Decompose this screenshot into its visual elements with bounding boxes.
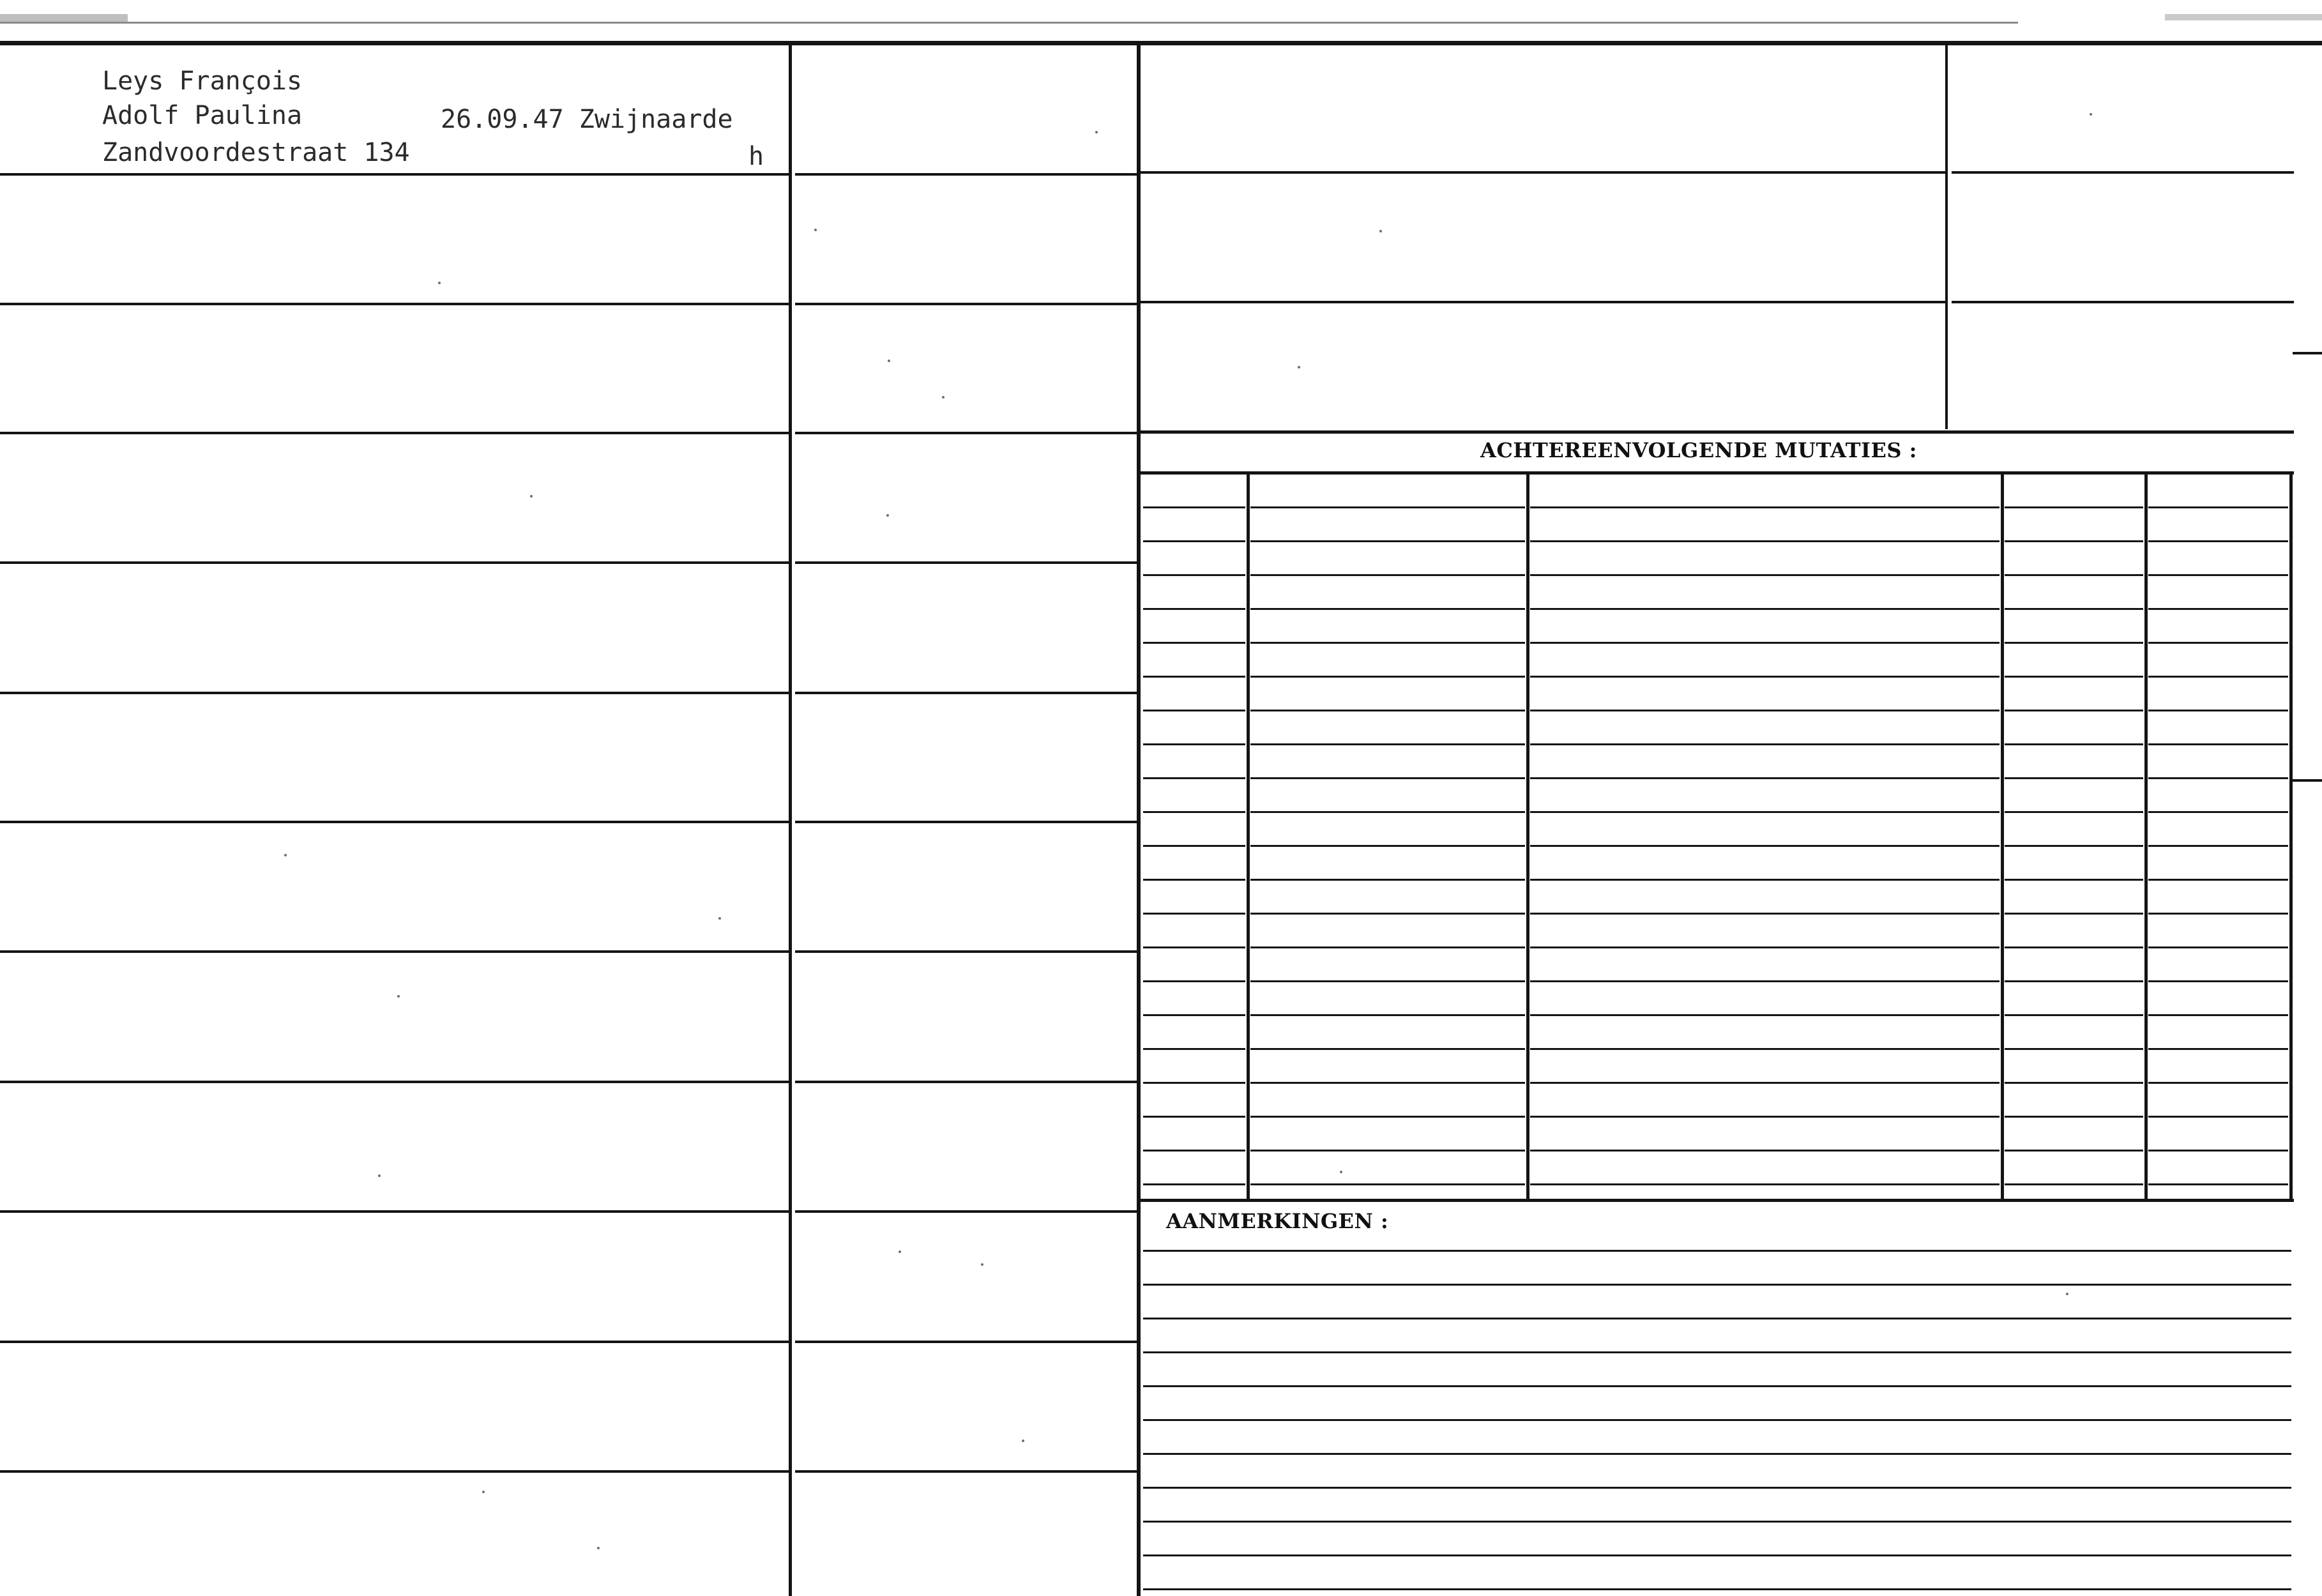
middle-row-rule xyxy=(795,950,1137,953)
mutation-ruled-line xyxy=(1250,608,1525,610)
right-upper-rule xyxy=(1952,171,2294,174)
top-edge-rule xyxy=(0,22,2018,24)
mutations-col-rule xyxy=(2289,473,2293,1201)
mutation-ruled-line xyxy=(1530,777,2000,779)
mutation-ruled-line xyxy=(1530,1116,2000,1118)
paper-speck xyxy=(597,1547,600,1549)
margin-tick xyxy=(2293,352,2322,354)
mutation-ruled-line xyxy=(1143,1116,1245,1118)
paper-speck xyxy=(718,917,721,920)
mutation-ruled-line xyxy=(1530,1183,2000,1185)
paper-speck xyxy=(2066,1293,2068,1295)
mutations-col-rule xyxy=(2144,473,2148,1201)
mutation-ruled-line xyxy=(1250,913,1525,915)
middle-row-rule xyxy=(795,1210,1137,1213)
mutation-ruled-line xyxy=(1250,743,1525,745)
middle-row-rule xyxy=(795,821,1137,823)
mutation-ruled-line xyxy=(1530,540,2000,542)
mutation-ruled-line xyxy=(1143,676,1245,678)
left-row-rule xyxy=(0,692,789,694)
left-row-rule xyxy=(0,432,789,434)
top-left-scribble xyxy=(0,14,128,22)
mutation-ruled-line xyxy=(2005,811,2143,813)
mutation-ruled-line xyxy=(2148,608,2288,610)
mutation-ruled-line xyxy=(2148,1048,2288,1050)
right-upper-rule xyxy=(1952,301,2294,303)
mutation-ruled-line xyxy=(1250,879,1525,881)
mutation-ruled-line xyxy=(1530,1150,2000,1151)
mutation-ruled-line xyxy=(1250,980,1525,982)
mutation-ruled-line xyxy=(1143,811,1245,813)
mutation-ruled-line xyxy=(1143,777,1245,779)
mutation-ruled-line xyxy=(2148,1014,2288,1016)
remark-ruled-line xyxy=(1143,1318,2291,1319)
remark-ruled-line xyxy=(1143,1453,2291,1455)
mutation-ruled-line xyxy=(2148,980,2288,982)
mutation-ruled-line xyxy=(2005,1116,2143,1118)
mutation-ruled-line xyxy=(1143,1048,1245,1050)
mutation-ruled-line xyxy=(2005,574,2143,576)
mutation-ruled-line xyxy=(1250,506,1525,508)
mutation-ruled-line xyxy=(1143,1082,1245,1084)
mutation-ruled-line xyxy=(1250,710,1525,711)
record-mark: h xyxy=(748,142,764,171)
paper-speck xyxy=(482,1491,485,1493)
mutation-ruled-line xyxy=(1143,506,1245,508)
middle-row-rule xyxy=(795,1470,1137,1473)
mutation-ruled-line xyxy=(1250,1082,1525,1084)
remark-ruled-line xyxy=(1143,1385,2291,1387)
paper-speck xyxy=(2090,113,2092,116)
mutation-ruled-line xyxy=(1250,845,1525,847)
mutation-ruled-line xyxy=(2005,1014,2143,1016)
mutation-ruled-line xyxy=(1530,574,2000,576)
mutation-ruled-line xyxy=(1143,879,1245,881)
mutation-ruled-line xyxy=(1143,1150,1245,1151)
mutation-ruled-line xyxy=(1250,946,1525,948)
mutation-ruled-line xyxy=(2005,1183,2143,1185)
column-divider-middle xyxy=(1137,45,1141,1596)
paper-speck xyxy=(438,282,441,284)
mutation-ruled-line xyxy=(1143,1183,1245,1185)
mutation-ruled-line xyxy=(1250,1116,1525,1118)
paper-speck xyxy=(981,1263,983,1266)
left-row-rule xyxy=(0,1341,789,1343)
mutation-ruled-line xyxy=(2148,710,2288,711)
paper-speck xyxy=(814,229,817,231)
paper-speck xyxy=(1298,366,1300,369)
right-upper-divider xyxy=(1945,45,1948,429)
mutations-col-rule xyxy=(1247,473,1250,1201)
mutation-ruled-line xyxy=(1143,743,1245,745)
mutation-ruled-line xyxy=(2005,845,2143,847)
top-heavy-rule xyxy=(0,41,2322,45)
paper-speck xyxy=(378,1174,381,1177)
mutation-ruled-line xyxy=(1530,506,2000,508)
column-divider-left xyxy=(789,45,792,1596)
record-birth: 26.09.47 Zwijnaarde xyxy=(441,105,733,134)
paper-speck xyxy=(899,1250,901,1253)
mutation-ruled-line xyxy=(2005,1082,2143,1084)
mutation-ruled-line xyxy=(2005,743,2143,745)
mutation-ruled-line xyxy=(1250,642,1525,644)
mutation-ruled-line xyxy=(1530,845,2000,847)
middle-row-rule xyxy=(795,1081,1137,1083)
mutation-ruled-line xyxy=(1143,845,1245,847)
remark-ruled-line xyxy=(1143,1588,2291,1590)
mutation-ruled-line xyxy=(1250,1048,1525,1050)
right-upper-rule xyxy=(1141,301,1945,303)
mutation-ruled-line xyxy=(1143,540,1245,542)
mutation-ruled-line xyxy=(1530,676,2000,678)
right-upper-rule xyxy=(1141,430,2294,434)
middle-row-rule xyxy=(795,432,1137,434)
remark-ruled-line xyxy=(1143,1419,2291,1421)
mutation-ruled-line xyxy=(1530,980,2000,982)
mutation-ruled-line xyxy=(1530,946,2000,948)
mutation-ruled-line xyxy=(1143,710,1245,711)
mutation-ruled-line xyxy=(2005,946,2143,948)
record-name: Leys François xyxy=(102,66,303,96)
middle-row-rule xyxy=(795,1341,1137,1343)
mutation-ruled-line xyxy=(2148,811,2288,813)
mutation-ruled-line xyxy=(2148,676,2288,678)
record-address: Zandvoordestraat 134 xyxy=(102,138,410,167)
mutation-ruled-line xyxy=(2148,743,2288,745)
mutation-ruled-line xyxy=(2148,913,2288,915)
mutation-ruled-line xyxy=(2148,777,2288,779)
left-row-rule xyxy=(0,1470,789,1473)
mutation-ruled-line xyxy=(1250,1014,1525,1016)
paper-speck xyxy=(942,396,945,399)
mutations-table-bottom xyxy=(1141,1199,2294,1202)
paper-speck xyxy=(284,854,287,856)
mutation-ruled-line xyxy=(1250,1150,1525,1151)
mutation-ruled-line xyxy=(2005,642,2143,644)
middle-row-rule xyxy=(795,561,1137,564)
paper-speck xyxy=(1022,1440,1024,1442)
mutation-ruled-line xyxy=(1530,879,2000,881)
paper-speck xyxy=(1340,1171,1342,1173)
remark-ruled-line xyxy=(1143,1284,2291,1286)
remark-ruled-line xyxy=(1143,1351,2291,1353)
mutation-ruled-line xyxy=(1250,1183,1525,1185)
mutation-ruled-line xyxy=(1530,710,2000,711)
mutation-ruled-line xyxy=(1530,913,2000,915)
paper-speck xyxy=(886,514,889,517)
mutations-table-top xyxy=(1141,471,2294,475)
mutations-heading: ACHTEREENVOLGENDE MUTATIES : xyxy=(1480,438,1917,462)
remark-ruled-line xyxy=(1143,1250,2291,1252)
middle-row-rule xyxy=(795,303,1137,305)
right-upper-rule xyxy=(1141,171,1945,174)
mutation-ruled-line xyxy=(2148,845,2288,847)
mutation-ruled-line xyxy=(2148,879,2288,881)
mutation-ruled-line xyxy=(2148,1183,2288,1185)
mutation-ruled-line xyxy=(2005,506,2143,508)
left-row-rule xyxy=(0,950,789,953)
mutation-ruled-line xyxy=(2005,710,2143,711)
mutation-ruled-line xyxy=(1143,608,1245,610)
mutation-ruled-line xyxy=(1530,811,2000,813)
mutation-ruled-line xyxy=(2148,540,2288,542)
paper-speck xyxy=(888,360,890,362)
remark-ruled-line xyxy=(1143,1487,2291,1489)
remarks-heading: AANMERKINGEN : xyxy=(1166,1209,1389,1233)
mutation-ruled-line xyxy=(1143,980,1245,982)
record-first-names: Adolf Paulina xyxy=(102,101,303,130)
mutation-ruled-line xyxy=(1143,574,1245,576)
left-row-rule xyxy=(0,821,789,823)
mutation-ruled-line xyxy=(2148,574,2288,576)
paper-speck xyxy=(530,495,533,498)
mutation-ruled-line xyxy=(1143,913,1245,915)
mutation-ruled-line xyxy=(2148,1116,2288,1118)
mutation-ruled-line xyxy=(2148,1082,2288,1084)
mutation-ruled-line xyxy=(2148,946,2288,948)
mutation-ruled-line xyxy=(2005,1048,2143,1050)
mutation-ruled-line xyxy=(1250,540,1525,542)
mutation-ruled-line xyxy=(2005,879,2143,881)
mutation-ruled-line xyxy=(1530,743,2000,745)
mutation-ruled-line xyxy=(1250,676,1525,678)
mutation-ruled-line xyxy=(2148,1150,2288,1151)
mutation-ruled-line xyxy=(2005,1150,2143,1151)
mutation-ruled-line xyxy=(1530,608,2000,610)
mutation-ruled-line xyxy=(1530,1048,2000,1050)
top-right-scribble xyxy=(2165,14,2322,20)
mutation-ruled-line xyxy=(2005,980,2143,982)
mutation-ruled-line xyxy=(1250,777,1525,779)
remark-ruled-line xyxy=(1143,1554,2291,1556)
margin-tick xyxy=(2293,779,2322,782)
paper-speck xyxy=(1095,131,1098,133)
left-row-rule xyxy=(0,1081,789,1083)
paper-speck xyxy=(1379,230,1382,232)
mutation-ruled-line xyxy=(1530,642,2000,644)
mutation-ruled-line xyxy=(2005,913,2143,915)
middle-row-rule xyxy=(795,173,1137,176)
mutation-ruled-line xyxy=(2005,540,2143,542)
mutation-ruled-line xyxy=(1250,574,1525,576)
left-row-rule xyxy=(0,173,789,176)
mutations-col-rule xyxy=(1526,473,1529,1201)
left-row-rule xyxy=(0,561,789,564)
left-row-rule xyxy=(0,1210,789,1213)
mutation-ruled-line xyxy=(1530,1014,2000,1016)
mutation-ruled-line xyxy=(2005,608,2143,610)
left-row-rule xyxy=(0,303,789,305)
mutation-ruled-line xyxy=(2005,777,2143,779)
mutation-ruled-line xyxy=(1143,1014,1245,1016)
remark-ruled-line xyxy=(1143,1521,2291,1523)
mutation-ruled-line xyxy=(1143,642,1245,644)
mutation-ruled-line xyxy=(2005,676,2143,678)
middle-row-rule xyxy=(795,692,1137,694)
mutation-ruled-line xyxy=(2148,506,2288,508)
mutation-ruled-line xyxy=(2148,642,2288,644)
mutation-ruled-line xyxy=(1530,1082,2000,1084)
mutations-col-rule xyxy=(2001,473,2004,1201)
mutation-ruled-line xyxy=(1143,946,1245,948)
paper-speck xyxy=(397,995,400,998)
mutation-ruled-line xyxy=(1250,811,1525,813)
